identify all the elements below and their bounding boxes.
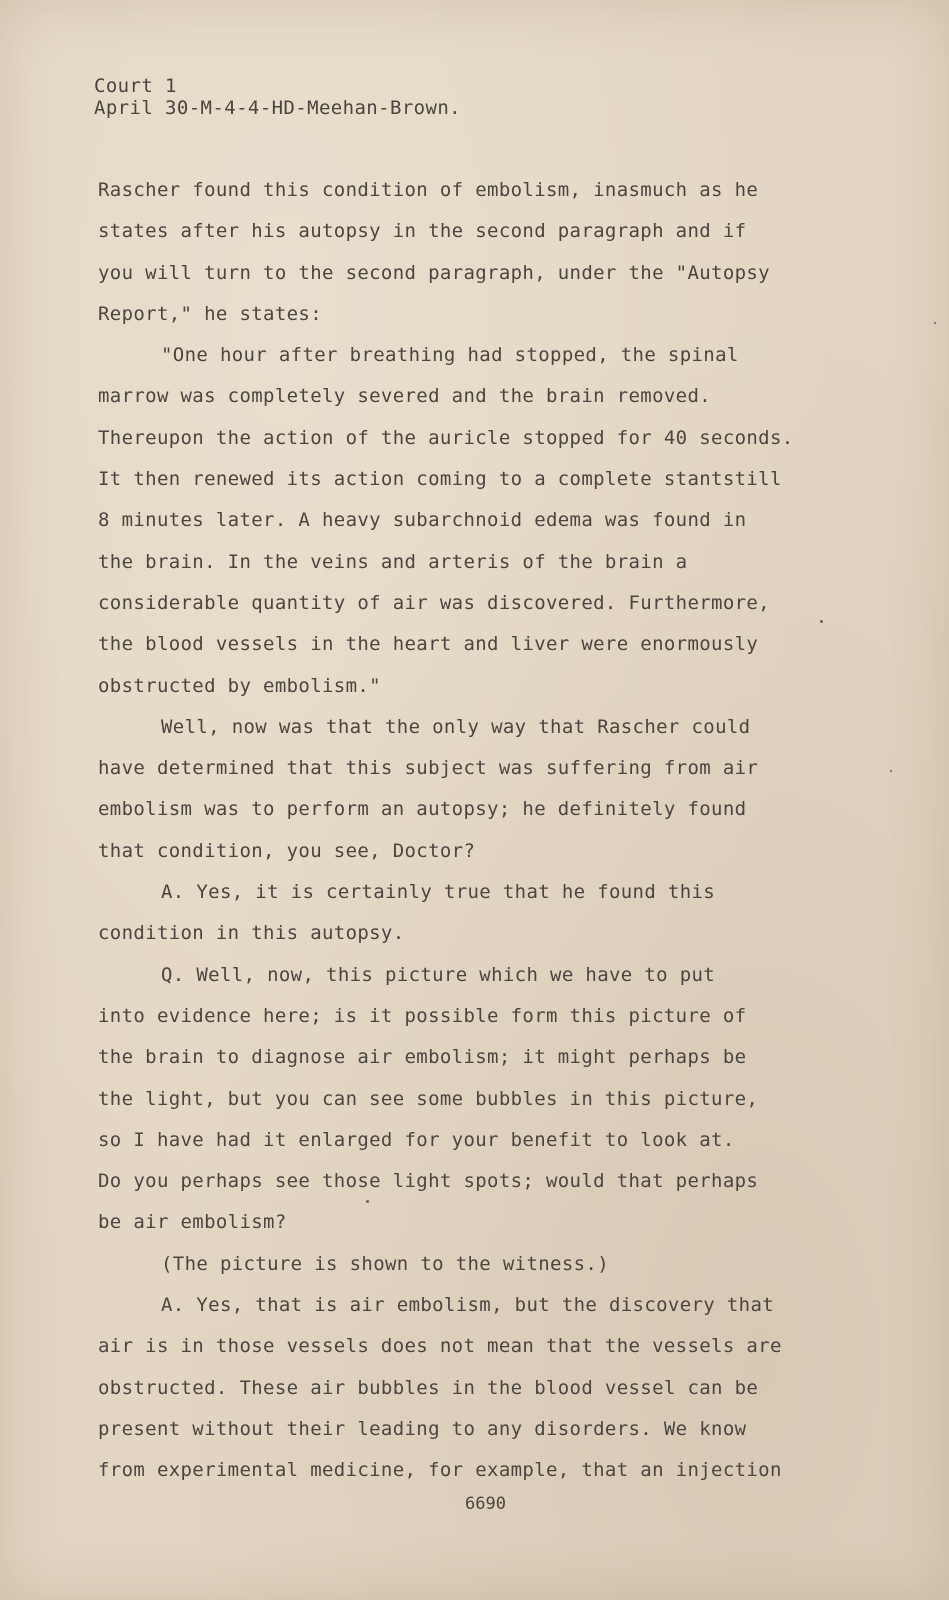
transcript-line: present without their leading to any disorders. We know: [98, 1417, 747, 1440]
transcript-line: Well, now was that the only way that Rascher could: [161, 715, 751, 738]
transcript-line: have determined that this subject was suffering from air: [98, 757, 759, 780]
paper-speck: [934, 322, 936, 324]
transcript-line: you will turn to the second paragraph, under the "Autopsy: [98, 261, 770, 284]
transcript-line: obstructed. These air bubbles in the blood vessel can be: [98, 1376, 759, 1399]
transcript-line: Q. Well, now, this picture which we have to put: [161, 963, 716, 986]
transcript-line: marrow was completely severed and the brain removed.: [98, 385, 712, 408]
transcript-line: the brain. In the veins and arteris of the brain a: [98, 550, 688, 573]
transcript-line: from experimental medicine, for example, that an injection: [98, 1459, 782, 1482]
transcript-line: states after his autopsy in the second paragraph and if: [98, 220, 747, 243]
transcript-line: the light, but you can see some bubbles in this picture,: [98, 1087, 759, 1110]
paper-speck: [890, 770, 892, 772]
transcript-line: Do you perhaps see those light spots; would that perhaps: [98, 1170, 759, 1193]
transcript-line: obstructed by embolism.": [98, 674, 381, 697]
transcript-line: It then renewed its action coming to a complete stantstill: [98, 468, 782, 491]
document-header: [94, 75, 461, 119]
transcript-line: the blood vessels in the heart and liver were enormously: [98, 633, 759, 656]
transcript-line: that condition, you see, Doctor?: [98, 839, 476, 862]
transcript-line: condition in this autopsy.: [98, 922, 405, 945]
transcript-line: A. Yes, it is certainly true that he found this: [161, 881, 716, 904]
transcript-line: air is in those vessels does not mean that the vessels are: [98, 1335, 782, 1358]
transcript-line: "One hour after breathing had stopped, the spinal: [161, 344, 739, 367]
transcript-line: considerable quantity of air was discovered. Furthermore,: [98, 591, 770, 614]
transcript-body: [98, 170, 828, 1492]
transcript-line: Thereupon the action of the auricle stopped for 40 seconds.: [98, 426, 794, 449]
transcript-line: be air embolism?: [98, 1211, 287, 1234]
transcript-line: into evidence here; is it possible form this picture of: [98, 1004, 747, 1027]
transcript-line: A. Yes, that is air embolism, but the discovery that: [161, 1294, 775, 1317]
paper-speck: [820, 620, 823, 623]
court-label: Court 1: [94, 75, 177, 97]
transcript-line: embolism was to perform an autopsy; he definitely found: [98, 798, 747, 821]
paper-speck: [366, 1200, 369, 1203]
page-number: 6690: [465, 1494, 506, 1514]
transcript-line: (The picture is shown to the witness.): [161, 1252, 609, 1275]
transcript-line: Report," he states:: [98, 302, 322, 325]
session-reference: April 30-M-4-4-HD-Meehan-Brown.: [94, 97, 462, 119]
transcript-line: the brain to diagnose air embolism; it might perhaps be: [98, 1046, 747, 1069]
transcript-line: so I have had it enlarged for your benefit to look at.: [98, 1128, 735, 1151]
transcript-line: 8 minutes later. A heavy subarchnoid edema was found in: [98, 509, 747, 532]
transcript-line: Rascher found this condition of embolism, inasmuch as he: [98, 179, 759, 201]
